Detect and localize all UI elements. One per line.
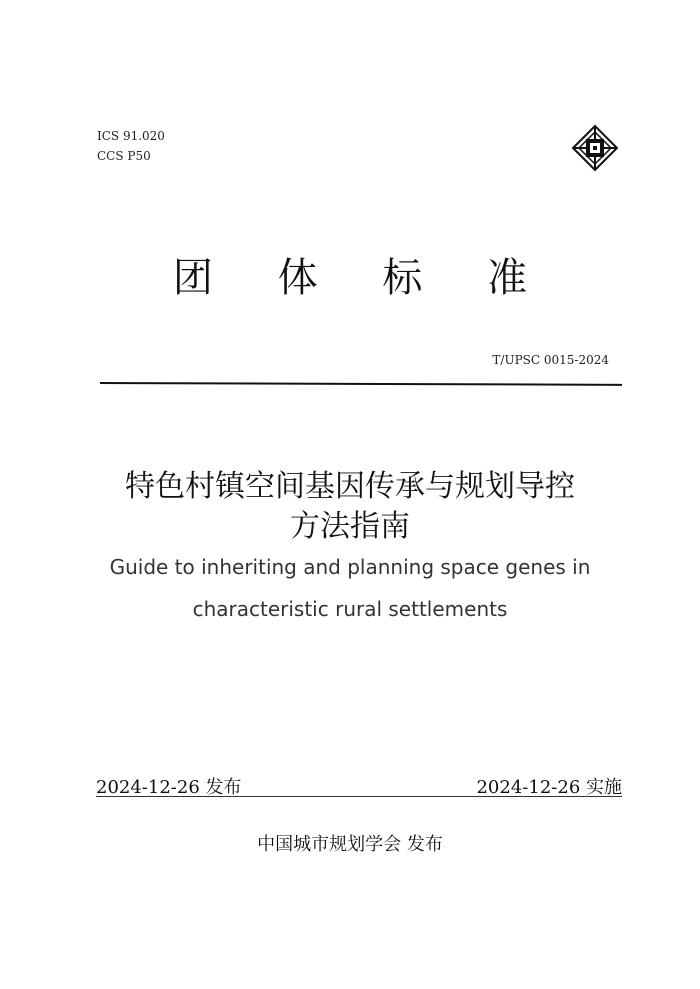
implementation-date: 2024-12-26 实施 bbox=[476, 777, 622, 798]
standard-type-char: 准 bbox=[487, 255, 528, 301]
header-divider bbox=[100, 382, 622, 386]
publish-date: 2024-12-26 发布 bbox=[96, 777, 242, 798]
title-chinese-line2: 方法指南 bbox=[290, 509, 410, 544]
title-english-line1: Guide to inheriting and planning space genes in bbox=[109, 555, 591, 579]
classification-codes bbox=[97, 126, 165, 166]
ics-code: ICS 91.020 bbox=[97, 129, 165, 143]
standard-type-char: 体 bbox=[277, 255, 318, 301]
ccs-code: CCS P50 bbox=[97, 149, 151, 163]
title-chinese-line1: 特色村镇空间基因传承与规划导控 bbox=[125, 469, 575, 504]
title-english-line2: characteristic rural settlements bbox=[192, 597, 508, 621]
standard-type-char: 标 bbox=[382, 255, 423, 301]
organization-emblem-icon bbox=[571, 124, 619, 172]
standard-number: T/UPSC 0015-2024 bbox=[492, 353, 609, 367]
publisher: 中国城市规划学会 发布 bbox=[257, 834, 443, 855]
footer-divider bbox=[96, 796, 622, 797]
standard-type-heading bbox=[0, 246, 700, 303]
standard-type-char: 团 bbox=[172, 255, 213, 301]
